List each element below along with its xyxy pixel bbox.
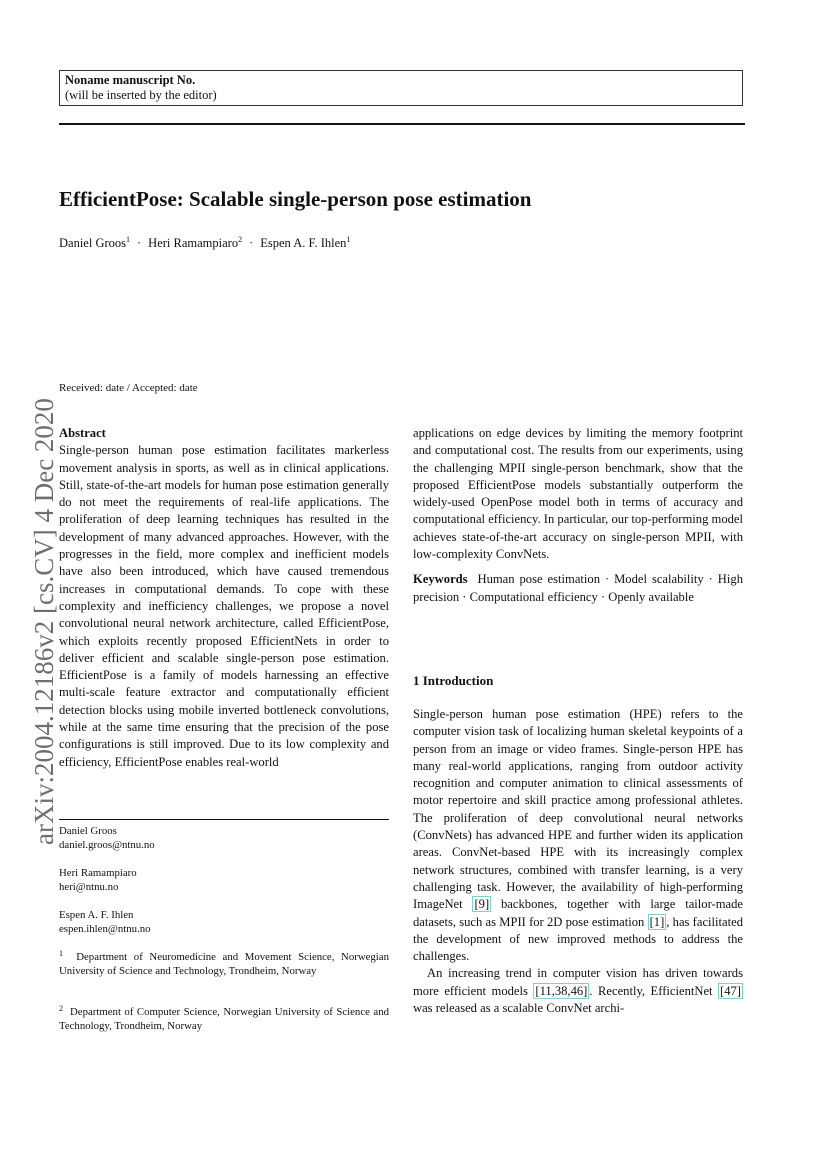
citation-link[interactable]: [9] bbox=[474, 897, 490, 912]
author-affiliation-mark: 1 bbox=[126, 235, 130, 244]
introduction-paragraph-1 bbox=[413, 706, 743, 965]
intro-text: An increasing trend in computer vision has driven towards more efficient models bbox=[413, 966, 743, 998]
manuscript-number: Noname manuscript No. bbox=[65, 73, 196, 87]
intro-text: Single-person human pose estimation (HPE) refers to the computer vision task of localizing human skeletal keypoints of a person from an image or video frames. Single-person HPE has many real-world applications, ranging from outdoor activity recognition and computer animation to clinical assessments of motor repertoire and skill practice among professional athletes. The proliferation of deep convolutional neural networks (ConvNets) has advanced HPE and further widen its application areas. ConvNet-based HPE with its increasingly complex network structures, combined with transfer learning, is a very challenging task. However, the availability of high-performing ImageNet bbox=[413, 707, 743, 912]
citation-link[interactable]: [47] bbox=[720, 983, 741, 998]
intro-text: , has facilitated the development of new improved methods to address the challenges. bbox=[413, 914, 744, 964]
footnote bbox=[59, 1005, 389, 1033]
keywords-heading: Keywords bbox=[413, 572, 468, 587]
footnote-mark: 2 bbox=[59, 1004, 63, 1013]
footnote bbox=[59, 950, 389, 978]
affiliation-entry bbox=[59, 824, 389, 852]
author-list bbox=[59, 236, 350, 251]
affiliation-email[interactable]: espen.ihlen@ntnu.no bbox=[59, 923, 151, 935]
intro-text: . Recently, EfficientNet bbox=[589, 983, 719, 998]
editor-note: (will be inserted by the editor) bbox=[65, 88, 217, 102]
introduction-paragraph-2 bbox=[413, 965, 743, 1017]
footnote-text: Department of Neuromedicine and Movement Science, Norwegian University of Science and Technology, Trondheim, Norway bbox=[59, 951, 389, 977]
received-date: Received: date / Accepted: date bbox=[59, 382, 198, 394]
abstract-right-column bbox=[413, 425, 743, 606]
arxiv-stamp: arXiv:2004.12186v2 [cs.CV] 4 Dec 2020 bbox=[29, 398, 59, 845]
author-name: Heri Ramampiaro bbox=[148, 236, 239, 250]
affiliation-name: Heri Ramampiaro bbox=[59, 867, 137, 879]
affiliation-email[interactable]: heri@ntnu.no bbox=[59, 881, 119, 893]
abstract-text-left: Single-person human pose estimation facilitates markerless movement analysis in sports, as well as in clinical applications. Still, state-of-the-art models for human pose estimation generally do not meet the requirements of real-life applications. The proliferation of deep learning techniques has resulted in the development of many advanced approaches. However, with the progresses in the field, more complex and inefficient models have also been introduced, which have caused tremendous increases in computational demands. To cope with these complexity and inefficiency challenges, we propose a novel convolutional neural network architecture, called EfficientPose, which exploits recently proposed EfficientNets in order to deliver efficient and scalable single-person pose estimation. EfficientPose is a family of models harnessing an effective multi-scale feature extractor and computationally efficient detection blocks using mobile inverted bottleneck convolutions, while at the same time ensuring that the precision of the pose configurations is still improved. Due to its low complexity and efficiency, EfficientPose enables real-world bbox=[59, 443, 389, 769]
footnote-rule bbox=[59, 819, 389, 820]
section-heading-introduction: 1 Introduction bbox=[413, 673, 494, 688]
header-rule bbox=[59, 123, 745, 125]
author-separator: · bbox=[249, 236, 254, 250]
author-name: Espen A. F. Ihlen bbox=[260, 236, 347, 250]
author-name: Daniel Groos bbox=[59, 236, 126, 250]
affiliation-email[interactable]: daniel.groos@ntnu.no bbox=[59, 839, 155, 851]
keywords bbox=[413, 571, 743, 606]
paper-title: EfficientPose: Scalable single-person pose estimation bbox=[59, 187, 532, 211]
introduction-column bbox=[413, 706, 743, 1017]
abstract-left-column bbox=[59, 425, 389, 771]
author-affiliation-mark: 1 bbox=[346, 235, 351, 244]
citation-link[interactable]: [11,38,46] bbox=[535, 983, 588, 998]
keywords-text: Human pose estimation · Model scalability · High precision · Computational efficiency · Openly available bbox=[413, 572, 743, 604]
author-separator: · bbox=[137, 236, 142, 250]
affiliation-name: Daniel Groos bbox=[59, 825, 117, 837]
author-affiliation-mark: 2 bbox=[238, 235, 243, 244]
abstract-heading: Abstract bbox=[59, 426, 106, 440]
citation-link[interactable]: [1] bbox=[649, 914, 665, 929]
intro-text: was released as a scalable ConvNet archi- bbox=[413, 1001, 625, 1016]
abstract-text-right: applications on edge devices by limiting the memory footprint and computational cost. The results from our experiments, using the challenging MPII single-person benchmark, show that the proposed EfficientPose models substantially outperform the widely-used OpenPose model both in terms of accuracy and computational efficiency. In particular, our top-performing model achieves state-of-the-art accuracy on single-person MPII, with low-complexity ConvNets. bbox=[413, 426, 743, 562]
footnote-text: Department of Computer Science, Norwegian University of Science and Technology, Trondheim, Norway bbox=[59, 1006, 389, 1032]
affiliation-entry bbox=[59, 866, 389, 894]
affiliation-entry bbox=[59, 908, 389, 936]
affiliation-name: Espen A. F. Ihlen bbox=[59, 909, 134, 921]
footnote-mark: 1 bbox=[59, 949, 63, 958]
intro-text: backbones, together with large tailor-made datasets, such as MPII for 2D pose estimation bbox=[413, 897, 743, 929]
manuscript-header-box bbox=[59, 70, 743, 106]
